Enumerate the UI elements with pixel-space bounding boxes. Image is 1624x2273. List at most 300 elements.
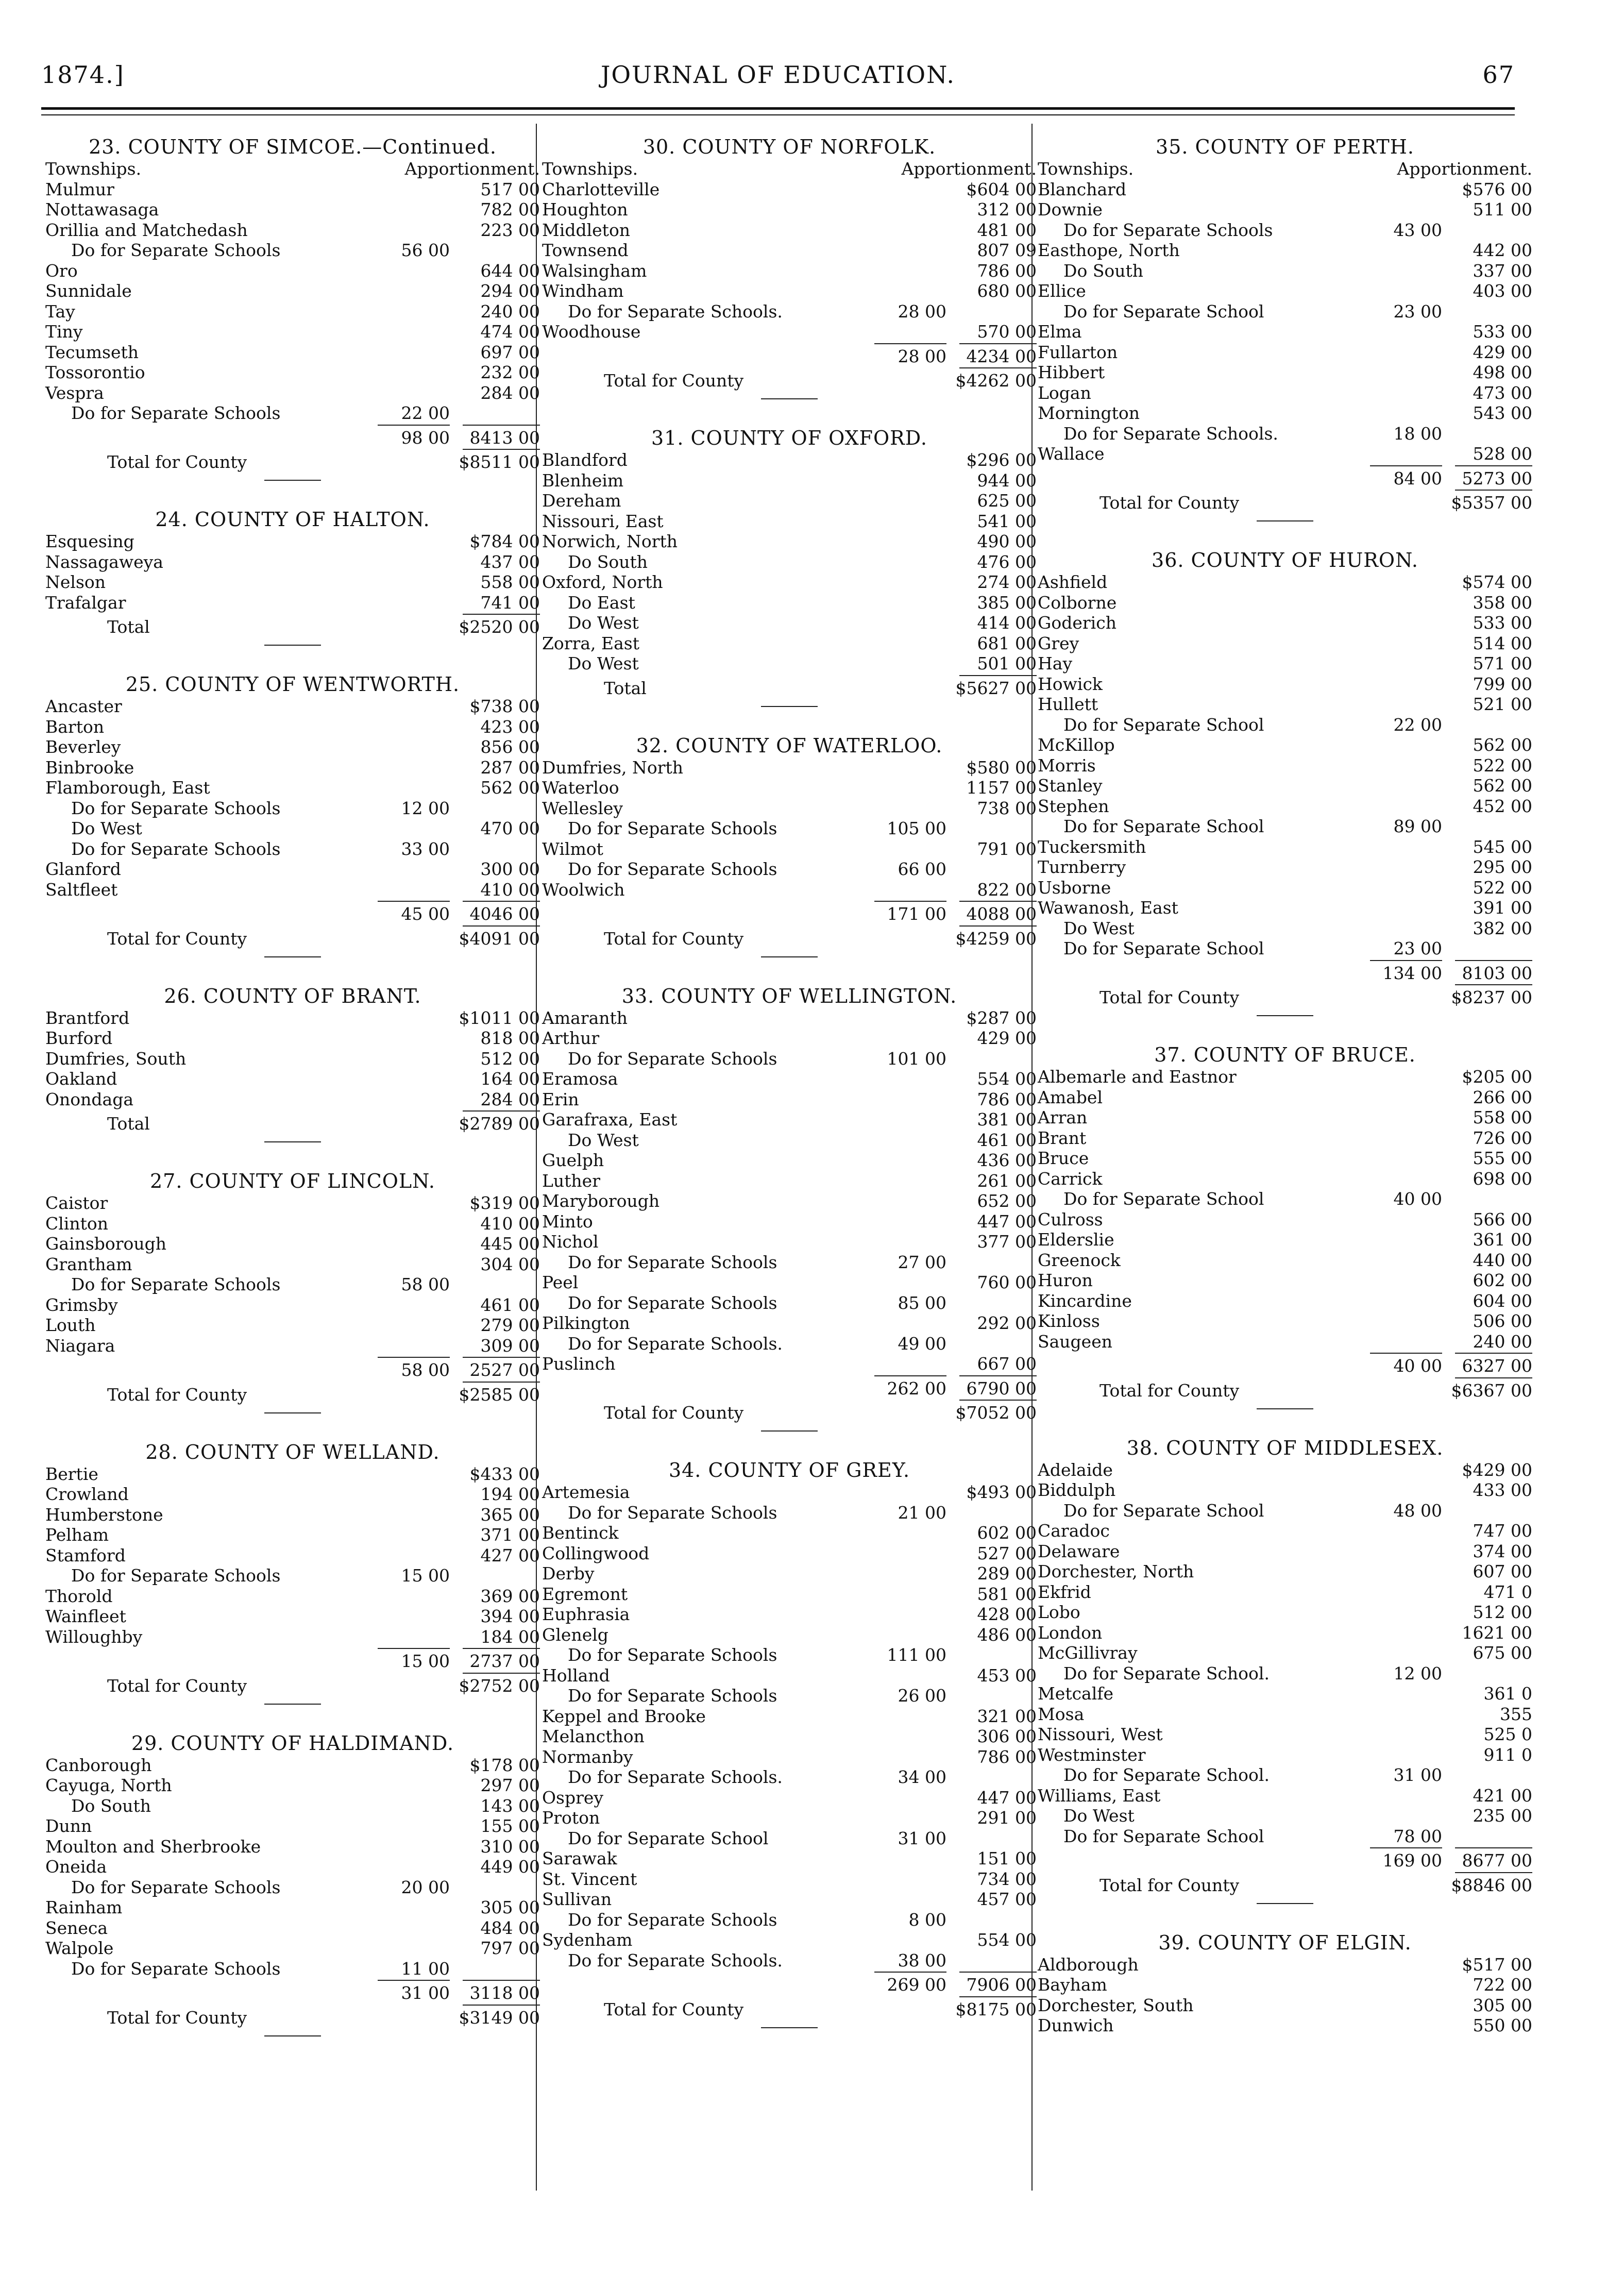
township-name: Lobo [1038, 1602, 1080, 1622]
subtotal-rule [45, 900, 540, 904]
township-name: Woodhouse [542, 322, 641, 342]
county-total-row [45, 1385, 540, 1407]
township-name: London [1038, 1622, 1103, 1643]
apportionment-amount: 760 00 [977, 1272, 1037, 1292]
table-row [45, 572, 540, 593]
table-row [542, 1625, 1037, 1645]
county-total-row [45, 1114, 540, 1136]
county-total-row [45, 929, 540, 951]
column-header-townships: Townships. [542, 159, 638, 179]
apportionment-amount: 361 00 [1473, 1230, 1532, 1250]
section-title: 39. COUNTY OF ELGIN. [1158, 1931, 1412, 1954]
apportionment-amount: 543 00 [1473, 403, 1532, 423]
township-name: Derby [542, 1563, 595, 1584]
township-name: McGillivray [1038, 1643, 1138, 1663]
separate-school-amount: 78 00 [1393, 1826, 1442, 1846]
table-row [1038, 383, 1532, 403]
apportionment-amount: 527 00 [977, 1543, 1037, 1563]
table-row [1038, 322, 1532, 342]
column-header-apportionment: Apportionment. [901, 159, 1037, 179]
township-name: Do for Separate Schools. [568, 301, 783, 322]
township-name: Bruce [1038, 1148, 1089, 1168]
table-row [45, 1796, 540, 1816]
apportionment-amount: 304 00 [480, 1254, 540, 1274]
township-name: Fullarton [1038, 342, 1118, 362]
total-label: Total for County [107, 1384, 247, 1405]
apportionment-amount: 312 00 [977, 199, 1037, 220]
county-section [45, 492, 540, 657]
township-name: Charlotteville [542, 179, 660, 199]
township-name: Artemesia [542, 1482, 630, 1502]
section-gap [45, 1716, 540, 1731]
township-name: Do for Separate Schools [568, 1252, 777, 1272]
total-amount: $4262 00 [955, 371, 1037, 391]
apportionment-amount: 164 00 [480, 1069, 540, 1089]
township-name: Westminster [1038, 1744, 1146, 1765]
separate-school-amount: 66 00 [898, 859, 946, 879]
table-row [45, 1755, 540, 1776]
table-row [542, 1543, 1037, 1564]
total-amount: $8846 00 [1451, 1875, 1532, 1895]
separate-school-amount: 15 00 [401, 1565, 450, 1586]
apportionment-amount: 734 00 [977, 1868, 1037, 1889]
table-row [45, 1069, 540, 1089]
header-rule-thick [41, 107, 1515, 110]
township-name: Thorold [45, 1586, 113, 1606]
township-name: Do for Separate Schools [568, 859, 777, 879]
table-row [542, 1808, 1037, 1828]
table-row [542, 470, 1037, 491]
township-name: Stanley [1038, 776, 1103, 796]
apportionment-subtotal: 5273 00 [1462, 468, 1532, 489]
township-name: Blenheim [542, 470, 624, 491]
township-name: Wawanosh, East [1038, 898, 1178, 918]
township-name: Carrick [1038, 1168, 1103, 1189]
apportionment-amount: 155 00 [480, 1816, 540, 1836]
subtotal-rule [1038, 1846, 1532, 1850]
township-name: Blanchard [1038, 179, 1127, 199]
township-name: Do for Separate Schools [71, 403, 281, 423]
total-amount: $2520 00 [459, 617, 540, 637]
township-name: Sullivan [542, 1889, 612, 1909]
apportionment-amount: 675 00 [1473, 1643, 1532, 1663]
table-row [542, 1523, 1037, 1543]
section-gap [1038, 1915, 1532, 1931]
table-row [542, 859, 1037, 880]
separate-school-amount: 31 00 [898, 1828, 946, 1848]
apportionment-amount: 306 00 [977, 1726, 1037, 1746]
apportionment-amount: 741 00 [480, 592, 540, 613]
county-total-row [542, 1403, 1037, 1425]
apportionment-amount: 442 00 [1473, 240, 1532, 260]
table-row [45, 818, 540, 839]
township-name: Hay [1038, 653, 1073, 674]
table-row [45, 1606, 540, 1627]
table-row [542, 1109, 1037, 1130]
township-name: Dorchester, North [1038, 1561, 1194, 1581]
table-row [1038, 1521, 1532, 1541]
apportionment-amount: 428 00 [977, 1604, 1037, 1624]
township-name: Tecumseth [45, 342, 139, 362]
apportionment-amount: 541 00 [977, 511, 1037, 531]
table-row [1038, 220, 1532, 241]
apportionment-amount: 944 00 [977, 470, 1037, 491]
apportionment-amount: 474 00 [480, 322, 540, 342]
column-header-apportionment: Apportionment. [1397, 159, 1532, 179]
apportionment-amount: 644 00 [480, 260, 540, 281]
table-row [45, 1336, 540, 1356]
township-name: Barton [45, 716, 105, 737]
column-middle [542, 135, 1037, 2040]
table-row [1038, 1291, 1532, 1311]
township-name: Do for Separate Schools. [568, 1767, 783, 1787]
township-name: Bertie [45, 1463, 98, 1484]
apportionment-amount: 782 00 [480, 199, 540, 220]
apportionment-amount: 440 00 [1473, 1250, 1532, 1270]
apportionment-amount: 261 00 [977, 1170, 1037, 1191]
apportionment-amount: 143 00 [480, 1795, 540, 1816]
subtotal-rule-line [378, 1648, 450, 1649]
separate-school-amount: 28 00 [898, 301, 946, 322]
table-row [1038, 362, 1532, 383]
apportionment-amount: 545 00 [1473, 836, 1532, 857]
table-row [1038, 1332, 1532, 1352]
total-rule [542, 674, 1037, 678]
apportionment-amount: 309 00 [480, 1335, 540, 1356]
section-end-rule [761, 398, 818, 411]
table-row [1038, 1643, 1532, 1663]
section-end-rule [1257, 1903, 1313, 1915]
table-row [542, 1191, 1037, 1211]
apportionment-amount: 457 00 [977, 1889, 1037, 1909]
section-gap [45, 1425, 540, 1440]
apportionment-amount: 284 00 [480, 1089, 540, 1109]
section-gap [1038, 1421, 1532, 1436]
apportionment-amount: 680 00 [977, 281, 1037, 301]
apportionment-amount: 429 00 [1473, 342, 1532, 362]
township-name: Peel [542, 1272, 579, 1292]
apportionment-amount: 571 00 [1473, 653, 1532, 674]
table-row [542, 798, 1037, 819]
total-amount: $5357 00 [1451, 493, 1532, 513]
table-row [45, 1857, 540, 1877]
township-name: Ellice [1038, 281, 1086, 301]
apportionment-amount: 484 00 [480, 1917, 540, 1938]
township-name: Holland [542, 1665, 610, 1686]
township-name: Do West [568, 613, 639, 633]
table-row [1038, 1209, 1532, 1230]
total-rule [542, 366, 1037, 371]
table-row [45, 778, 540, 798]
subtotal-rule-line [378, 1980, 450, 1981]
separate-school-amount: 11 00 [401, 1958, 450, 1979]
township-name: Euphrasia [542, 1604, 630, 1624]
table-row [45, 1959, 540, 1979]
table-row [542, 1747, 1037, 1767]
township-name: Grimsby [45, 1294, 118, 1315]
page-number: 67 [1482, 61, 1515, 89]
apportionment-amount: $433 00 [469, 1463, 540, 1484]
subtotal-rule [45, 424, 540, 428]
apportionment-amount: 452 00 [1473, 796, 1532, 816]
table-row [1038, 694, 1532, 715]
apportionment-amount: 738 00 [977, 798, 1037, 818]
apportionment-amount: 274 00 [977, 572, 1037, 592]
township-name: Walsingham [542, 260, 647, 281]
total-label: Total for County [604, 928, 744, 949]
total-rule [45, 448, 540, 452]
township-name: Normanby [542, 1746, 633, 1767]
table-row [1038, 837, 1532, 857]
total-rule [542, 1995, 1037, 1999]
table-row [1038, 342, 1532, 363]
township-name: Wallace [1038, 444, 1105, 464]
apportionment-amount: 461 00 [480, 1294, 540, 1315]
total-rule-line [959, 925, 1037, 927]
section-title: 36. COUNTY OF HURON. [1152, 549, 1418, 571]
apportionment-amount: 512 00 [1473, 1602, 1532, 1622]
column-header-apportionment: Apportionment. [404, 159, 540, 179]
table-row [542, 1028, 1037, 1049]
table-row [1038, 593, 1532, 613]
township-name: Melancthon [542, 1726, 645, 1746]
township-name: Grantham [45, 1254, 132, 1274]
total-amount: $2752 00 [459, 1675, 540, 1696]
section-title: 30. COUNTY OF NORFOLK. [642, 136, 936, 158]
apportionment-amount: 1157 00 [966, 778, 1037, 798]
township-name: Oxford, North [542, 572, 663, 592]
township-name: Brantford [45, 1007, 130, 1028]
township-name: Do for Separate School. [1063, 1663, 1270, 1683]
table-row [1038, 1955, 1532, 1975]
apportionment-amount: 184 00 [480, 1626, 540, 1647]
table-row [1038, 1561, 1532, 1582]
total-rule-line [1455, 1377, 1532, 1378]
section-end-rule [761, 956, 818, 969]
separate-school-subtotal: 45 00 [401, 904, 450, 924]
county-section [45, 1425, 540, 1716]
table-row [45, 1234, 540, 1254]
apportionment-amount: 410 00 [480, 879, 540, 900]
apportionment-amount: 490 00 [977, 531, 1037, 551]
apportionment-subtotal: 3118 00 [469, 1983, 540, 2003]
township-name: Colborne [1038, 592, 1117, 613]
section-end-rule [264, 1704, 321, 1716]
total-rule-line [1455, 984, 1532, 985]
table-row [542, 880, 1037, 900]
table-row [542, 1130, 1037, 1151]
apportionment-amount: 698 00 [1473, 1168, 1532, 1189]
table-row [542, 1584, 1037, 1605]
township-name: Woolwich [542, 879, 625, 900]
section-title: 28. COUNTY OF WELLAND. [145, 1440, 440, 1463]
column-header-row [45, 159, 540, 179]
table-row [542, 818, 1037, 839]
apportionment-amount: 394 00 [480, 1606, 540, 1626]
table-row [542, 1293, 1037, 1314]
total-rule [542, 924, 1037, 929]
township-name: Ashfield [1038, 572, 1108, 592]
table-row [1038, 1189, 1532, 1209]
total-label: Total [107, 617, 150, 637]
apportionment-subtotal: 8413 00 [469, 427, 540, 448]
subtotal-rule-line [959, 1972, 1037, 1973]
total-label: Total [604, 678, 647, 698]
table-row [542, 240, 1037, 261]
table-row [542, 1354, 1037, 1374]
section-gap [1038, 533, 1532, 548]
township-name: Minto [542, 1211, 593, 1232]
township-name: McKillop [1038, 735, 1115, 755]
township-name: Do for Separate Schools [1063, 220, 1273, 240]
table-row [542, 1563, 1037, 1584]
apportionment-amount: 365 00 [480, 1504, 540, 1525]
apportionment-amount: $287 00 [966, 1007, 1037, 1028]
apportionment-amount: 305 00 [1473, 1995, 1532, 2015]
county-total-row [1038, 1380, 1532, 1403]
section-gap [45, 1154, 540, 1169]
township-name: Houghton [542, 199, 628, 220]
table-row [542, 1788, 1037, 1808]
table-row [1038, 1148, 1532, 1169]
separate-school-amount: 20 00 [401, 1877, 450, 1897]
township-name: Elderslie [1038, 1230, 1114, 1250]
table-row [45, 383, 540, 403]
apportionment-amount: 570 00 [977, 322, 1037, 342]
table-row [1038, 898, 1532, 918]
apportionment-amount: 449 00 [480, 1857, 540, 1877]
township-name: Osprey [542, 1787, 604, 1808]
township-name: Do for Separate School [568, 1828, 769, 1848]
township-name: Wilmot [542, 838, 603, 859]
township-name: Goderich [1038, 613, 1116, 633]
township-name: Do for Separate School [1063, 1500, 1264, 1521]
apportionment-amount: 355 [1500, 1704, 1532, 1724]
township-name: Waterloo [542, 778, 619, 798]
table-row [542, 757, 1037, 778]
apportionment-amount: 602 00 [977, 1523, 1037, 1543]
township-name: Walpole [45, 1938, 114, 1958]
separate-school-amount: 101 00 [887, 1048, 946, 1069]
apportionment-subtotal: 7906 00 [966, 1975, 1037, 1995]
total-rule [1038, 983, 1532, 987]
total-label: Total for County [107, 1675, 247, 1696]
subtotal-rule-line [959, 1375, 1037, 1376]
township-name: Do East [568, 592, 635, 613]
total-label: Total [107, 1114, 150, 1134]
table-row [45, 696, 540, 717]
section-title: 29. COUNTY OF HALDIMAND. [131, 1731, 454, 1755]
separate-school-amount: 27 00 [898, 1252, 946, 1272]
apportionment-amount: 410 00 [480, 1213, 540, 1234]
subtotal-row [45, 428, 540, 448]
county-total-row [542, 1999, 1037, 2022]
apportionment-amount: 305 00 [480, 1897, 540, 1917]
apportionment-amount: 533 00 [1473, 322, 1532, 342]
total-rule-line [463, 449, 540, 450]
township-name: Orillia and Matchedash [45, 220, 248, 240]
separate-school-amount: 49 00 [898, 1333, 946, 1354]
township-name: Middleton [542, 220, 631, 240]
total-rule-line [463, 925, 540, 927]
township-name: Do for Separate Schools [71, 838, 281, 859]
separate-school-amount: 22 00 [1393, 714, 1442, 735]
table-row [1038, 1087, 1532, 1108]
total-rule [45, 2003, 540, 2008]
township-name: Do for Separate School [1063, 714, 1264, 735]
table-row [1038, 776, 1532, 796]
township-name: Burford [45, 1028, 113, 1048]
apportionment-amount: 604 00 [1473, 1290, 1532, 1311]
township-name: Onondaga [45, 1089, 134, 1109]
section-gap [542, 411, 1037, 426]
table-row [45, 220, 540, 241]
separate-school-subtotal: 98 00 [401, 427, 450, 448]
section-end-rule [1257, 520, 1313, 533]
apportionment-amount: 433 00 [1473, 1480, 1532, 1500]
township-name: Gainsborough [45, 1234, 167, 1254]
apportionment-amount: 791 00 [977, 838, 1037, 859]
total-label: Total for County [1099, 987, 1240, 1007]
apportionment-amount: 807 09 [977, 240, 1037, 260]
table-row [542, 1334, 1037, 1354]
township-name: Binbrooke [45, 757, 134, 778]
township-name: Do for Separate Schools [568, 1686, 777, 1706]
apportionment-amount: 321 00 [977, 1706, 1037, 1726]
apportionment-amount: 266 00 [1473, 1087, 1532, 1107]
table-row [1038, 938, 1532, 959]
subtotal-rule [542, 1971, 1037, 1975]
table-row [542, 1767, 1037, 1788]
apportionment-amount: 786 00 [977, 1746, 1037, 1767]
total-amount: $2789 00 [459, 1114, 540, 1134]
township-name: Mulmur [45, 179, 114, 199]
section-title: 27. COUNTY OF LINCOLN. [150, 1170, 435, 1192]
apportionment-amount: 498 00 [1473, 362, 1532, 382]
table-row [542, 511, 1037, 532]
separate-school-subtotal: 171 00 [887, 904, 946, 924]
subtotal-rule-line [1370, 960, 1442, 961]
subtotal-rule-line [463, 425, 540, 426]
township-name: Flamborough, East [45, 778, 210, 798]
table-row [542, 613, 1037, 633]
apportionment-amount: 235 00 [1473, 1806, 1532, 1826]
table-row [1038, 1582, 1532, 1603]
apportionment-amount: 232 00 [480, 362, 540, 382]
table-row [45, 1837, 540, 1857]
township-name: Easthope, North [1038, 240, 1180, 260]
apportionment-amount: 481 00 [977, 220, 1037, 240]
apportionment-subtotal: 6327 00 [1462, 1356, 1532, 1376]
table-row [542, 839, 1037, 860]
township-name: Delaware [1038, 1541, 1120, 1561]
table-row [45, 281, 540, 301]
journal-title: JOURNAL OF EDUCATION. [600, 61, 956, 89]
table-row [45, 1505, 540, 1525]
apportionment-amount: 473 00 [1473, 382, 1532, 403]
table-row [1038, 653, 1532, 674]
table-row [542, 1645, 1037, 1665]
apportionment-amount: $1011 00 [459, 1007, 540, 1028]
township-name: Pelham [45, 1525, 109, 1545]
apportionment-amount: 470 00 [480, 818, 540, 838]
table-row [1038, 199, 1532, 220]
section-end-rule [1257, 1408, 1313, 1421]
separate-school-amount: 12 00 [1393, 1663, 1442, 1683]
table-row [45, 240, 540, 261]
township-name: Do for Separate Schools [568, 1645, 777, 1665]
table-row [542, 531, 1037, 552]
